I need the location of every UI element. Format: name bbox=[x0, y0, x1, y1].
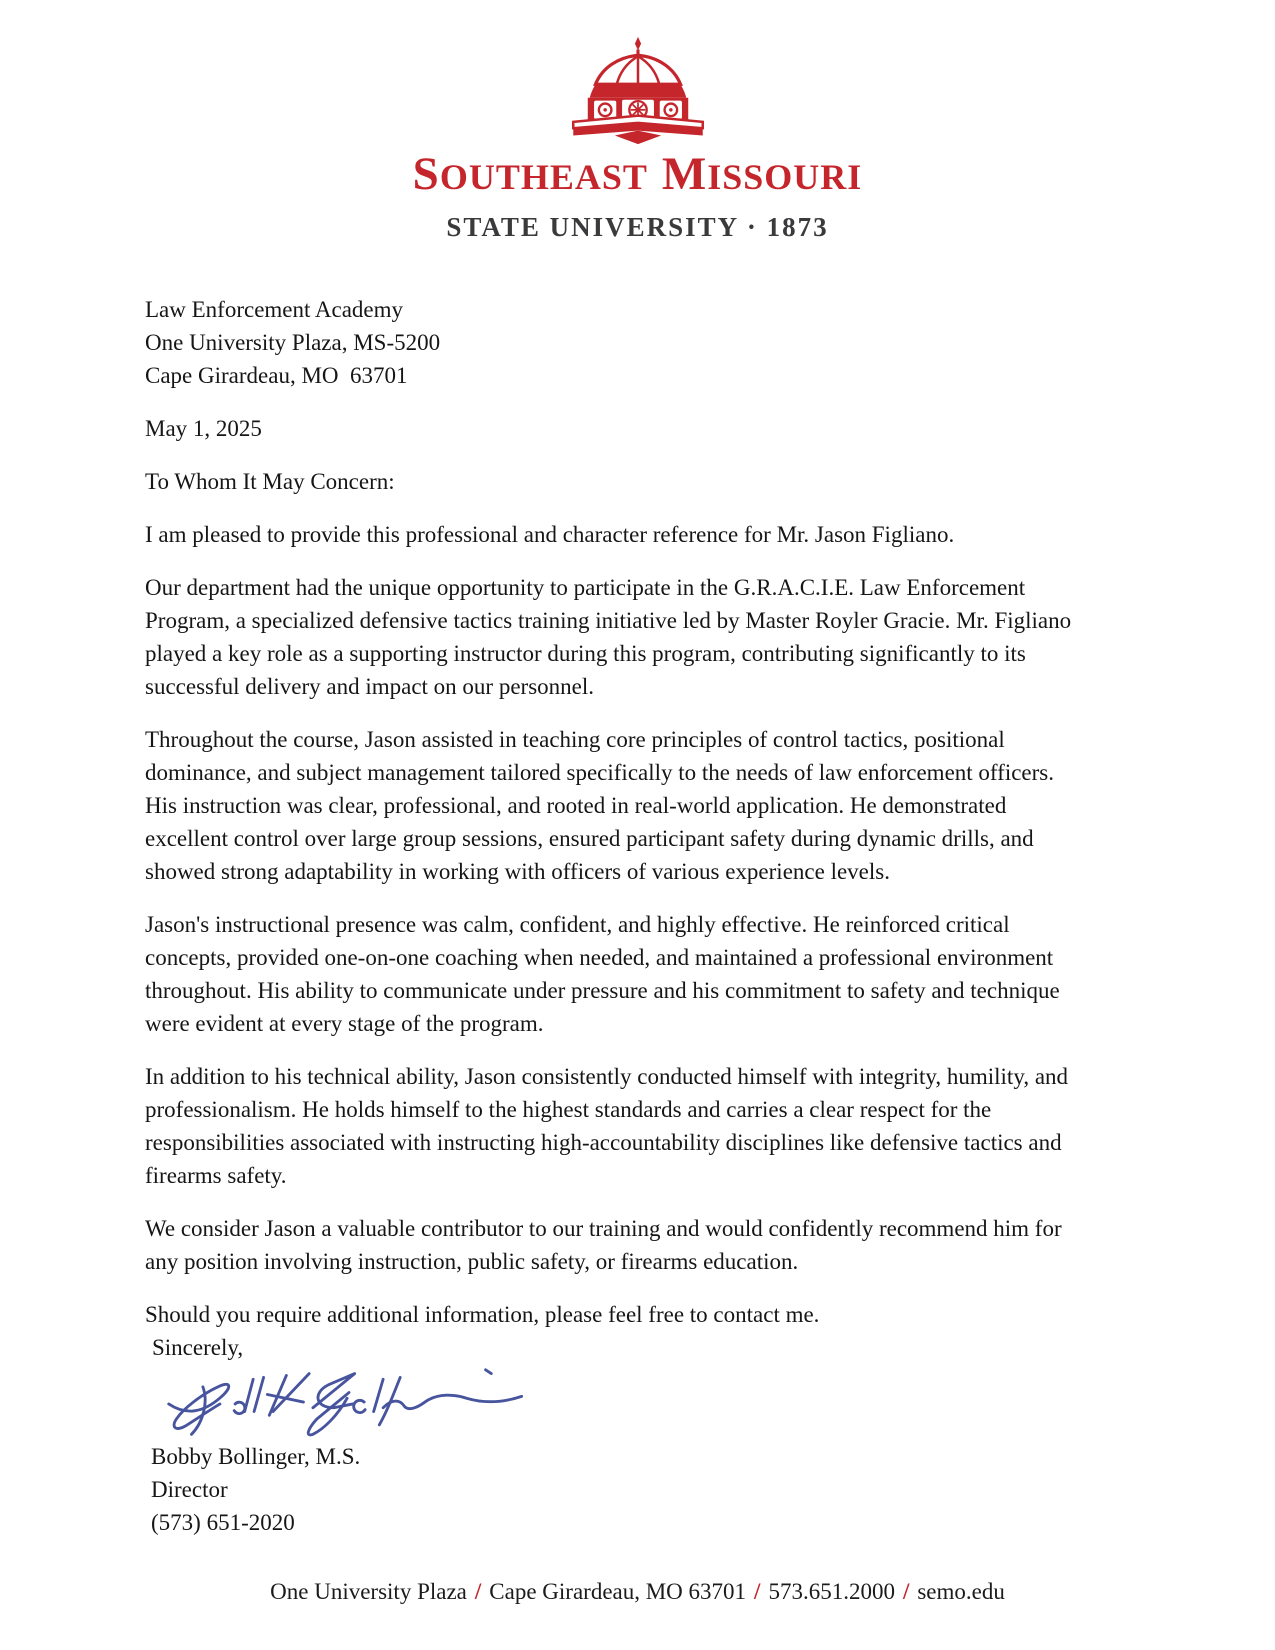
handwritten-signature bbox=[151, 1366, 546, 1440]
signatory-title: Director bbox=[151, 1477, 228, 1502]
sender-address bbox=[145, 293, 1085, 392]
sender-line-3: Cape Girardeau, MO 63701 bbox=[145, 363, 408, 388]
university-subtitle: STATE UNIVERSITY · 1873 bbox=[446, 212, 829, 242]
letterhead bbox=[0, 0, 1275, 243]
paragraph-6: We consider Jason a valuable contributor to our training and would confidently recommend him for any position involving instruction, public safety, or firearms education. bbox=[145, 1216, 1062, 1274]
footer-separator: / bbox=[754, 1579, 761, 1604]
salutation: To Whom It May Concern: bbox=[145, 469, 395, 494]
footer-separator: / bbox=[474, 1579, 482, 1604]
footer-city: Cape Girardeau, MO 63701 bbox=[489, 1579, 747, 1604]
signatory-phone: (573) 651-2020 bbox=[151, 1510, 295, 1535]
sender-line-1: Law Enforcement Academy bbox=[145, 297, 403, 322]
footer-separator: / bbox=[902, 1579, 910, 1604]
sender-line-2: One University Plaza, MS-5200 bbox=[145, 330, 441, 355]
paragraph-4: Jason's instructional presence was calm, confident, and highly effective. He reinforced critical concepts, provided one-on-one coaching when needed, and maintained a professional environment throughout. His ability to communicate under pressure and his commitment to safety and technique were evident at every stage of the program. bbox=[145, 912, 1060, 1036]
letter-body bbox=[145, 293, 1085, 1539]
footer-contact-line bbox=[0, 1579, 1275, 1605]
signature-block bbox=[145, 1440, 1085, 1539]
date-line: May 1, 2025 bbox=[145, 416, 262, 441]
university-name-word2: MISSOURI bbox=[661, 148, 863, 200]
university-name-word1: SOUTHEAST bbox=[412, 148, 648, 200]
footer-phone: 573.651.2000 bbox=[768, 1579, 895, 1604]
paragraph-1: I am pleased to provide this professional and character reference for Mr. Jason Figliano. bbox=[145, 522, 955, 547]
footer-website: semo.edu bbox=[917, 1579, 1005, 1604]
paragraph-3: Throughout the course, Jason assisted in teaching core principles of control tactics, positional dominance, and subject management tailored specifically to the needs of law enforcement officers. His instruction was clear, professional, and rooted in real-world application. He demonstrated excellent control over large group sessions, ensured participant safety during dynamic drills, and showed strong adaptability in working with officers of various experience levels. bbox=[145, 727, 1054, 884]
university-dome-icon bbox=[558, 34, 718, 148]
footer-address: One University Plaza bbox=[270, 1579, 467, 1604]
signatory-name: Bobby Bollinger, M.S. bbox=[151, 1444, 361, 1469]
closing-line: Sincerely, bbox=[152, 1335, 244, 1360]
contact-line: Should you require additional information, please feel free to contact me. bbox=[145, 1302, 820, 1327]
paragraph-5: In addition to his technical ability, Jason consistently conducted himself with integrity, humility, and professionalism. He holds himself to the highest standards and carries a clear respect for the responsibilities associated with instructing high-accountability disciplines like defensive tactics and firearms safety. bbox=[145, 1064, 1069, 1188]
paragraph-2: Our department had the unique opportunity to participate in the G.R.A.C.I.E. Law Enforcement Program, a specialized defensive tactics training initiative led by Master Royler Gracie. Mr. Figliano played a key role as a supporting instructor during this program, contributing significantly to its successful delivery and impact on our personnel. bbox=[145, 575, 1072, 699]
university-name bbox=[0, 150, 1275, 209]
